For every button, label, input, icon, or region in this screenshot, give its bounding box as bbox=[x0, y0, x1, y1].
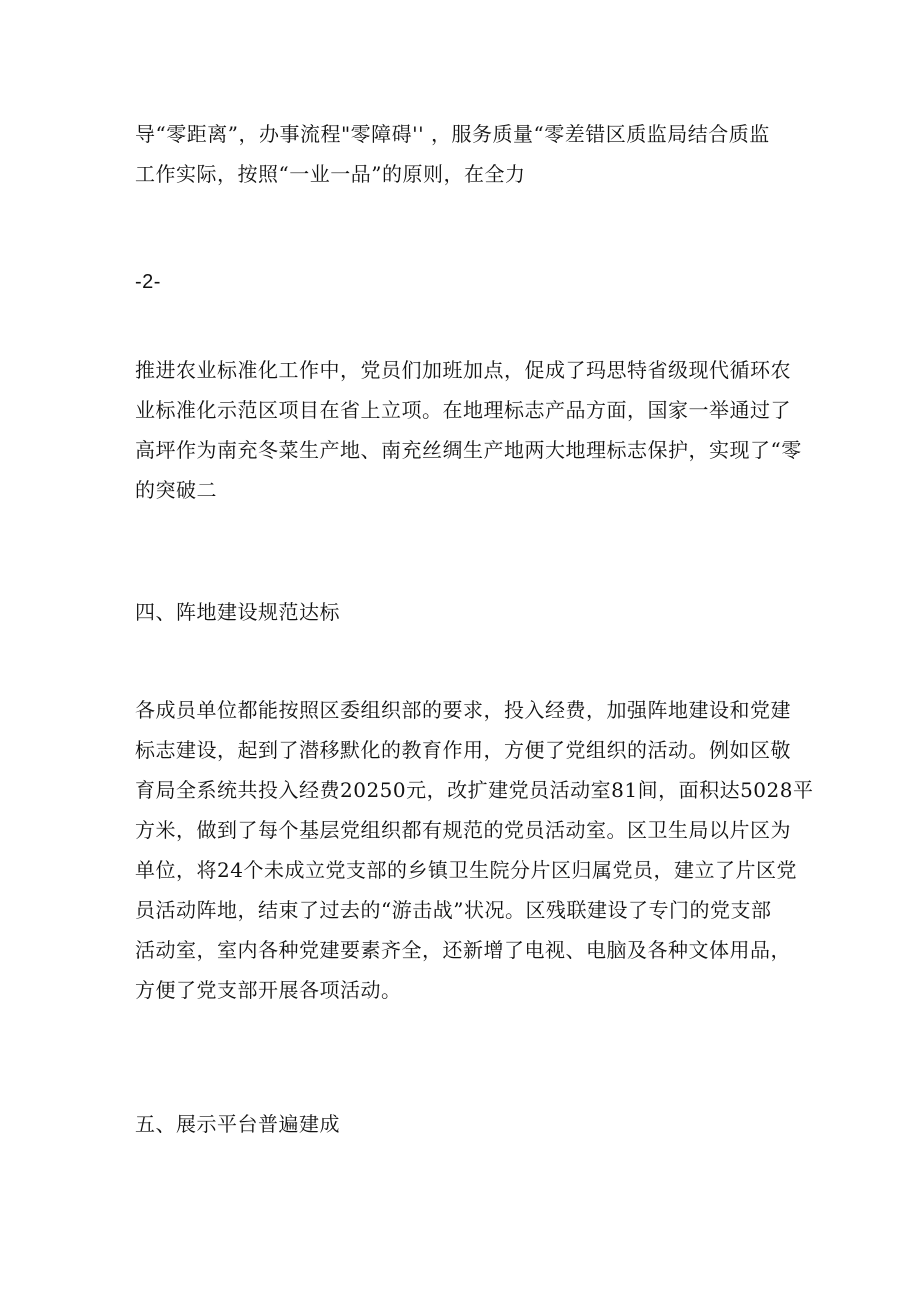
paragraph-line: 活动室，室内各种党建要素齐全，还新增了电视、电脑及各种文体用品， bbox=[135, 938, 791, 962]
paragraph-line: 育局全系统共投入经费20250元，改扩建党员活动室81间，面积达5028平 bbox=[135, 778, 814, 802]
paragraph-line: 方米，做到了每个基层党组织都有规范的党员活动室。区卫生局以片区为 bbox=[135, 818, 791, 842]
paragraph-line: 的突破二 bbox=[135, 478, 217, 502]
paragraph-line: 标志建设，起到了潜移默化的教育作用，方便了党组织的活动。例如区敬 bbox=[135, 738, 791, 762]
section-heading-5: 五、展示平台普遍建成 bbox=[135, 1112, 340, 1136]
paragraph-line: 高坪作为南充冬菜生产地、南充丝绸生产地两大地理标志保护，实现了“零 bbox=[135, 438, 802, 462]
intro-line: 工作实际，按照“一业一品”的原则，在全力 bbox=[135, 162, 526, 186]
intro-paragraph bbox=[135, 114, 795, 194]
paragraph-line: 方便了党支部开展各项活动。 bbox=[135, 978, 402, 1002]
paragraph-line: 各成员单位都能按照区委组织部的要求，投入经费，加强阵地建设和党建 bbox=[135, 698, 791, 722]
page-number: -2- bbox=[135, 271, 161, 293]
paragraph-line: 业标准化示范区项目在省上立项。在地理标志产品方面，国家一举通过了 bbox=[135, 398, 791, 422]
paragraph-agriculture bbox=[135, 350, 802, 510]
paragraph-line: 员活动阵地，结束了过去的“游击战”状况。区残联建设了专门的党支部 bbox=[135, 898, 772, 922]
intro-line: 导“零距离”，办事流程"零障碍'' ，服务质量“零差错区质监局结合质监 bbox=[135, 122, 770, 146]
paragraph-line: 推进农业标准化工作中，党员们加班加点，促成了玛思特省级现代循环农 bbox=[135, 358, 791, 382]
paragraph-line: 单位，将24个未成立党支部的乡镇卫生院分片区归属党员，建立了片区党 bbox=[135, 858, 797, 882]
paragraph-position-building bbox=[135, 690, 814, 1010]
section-heading-4: 四、阵地建设规范达标 bbox=[135, 600, 340, 624]
